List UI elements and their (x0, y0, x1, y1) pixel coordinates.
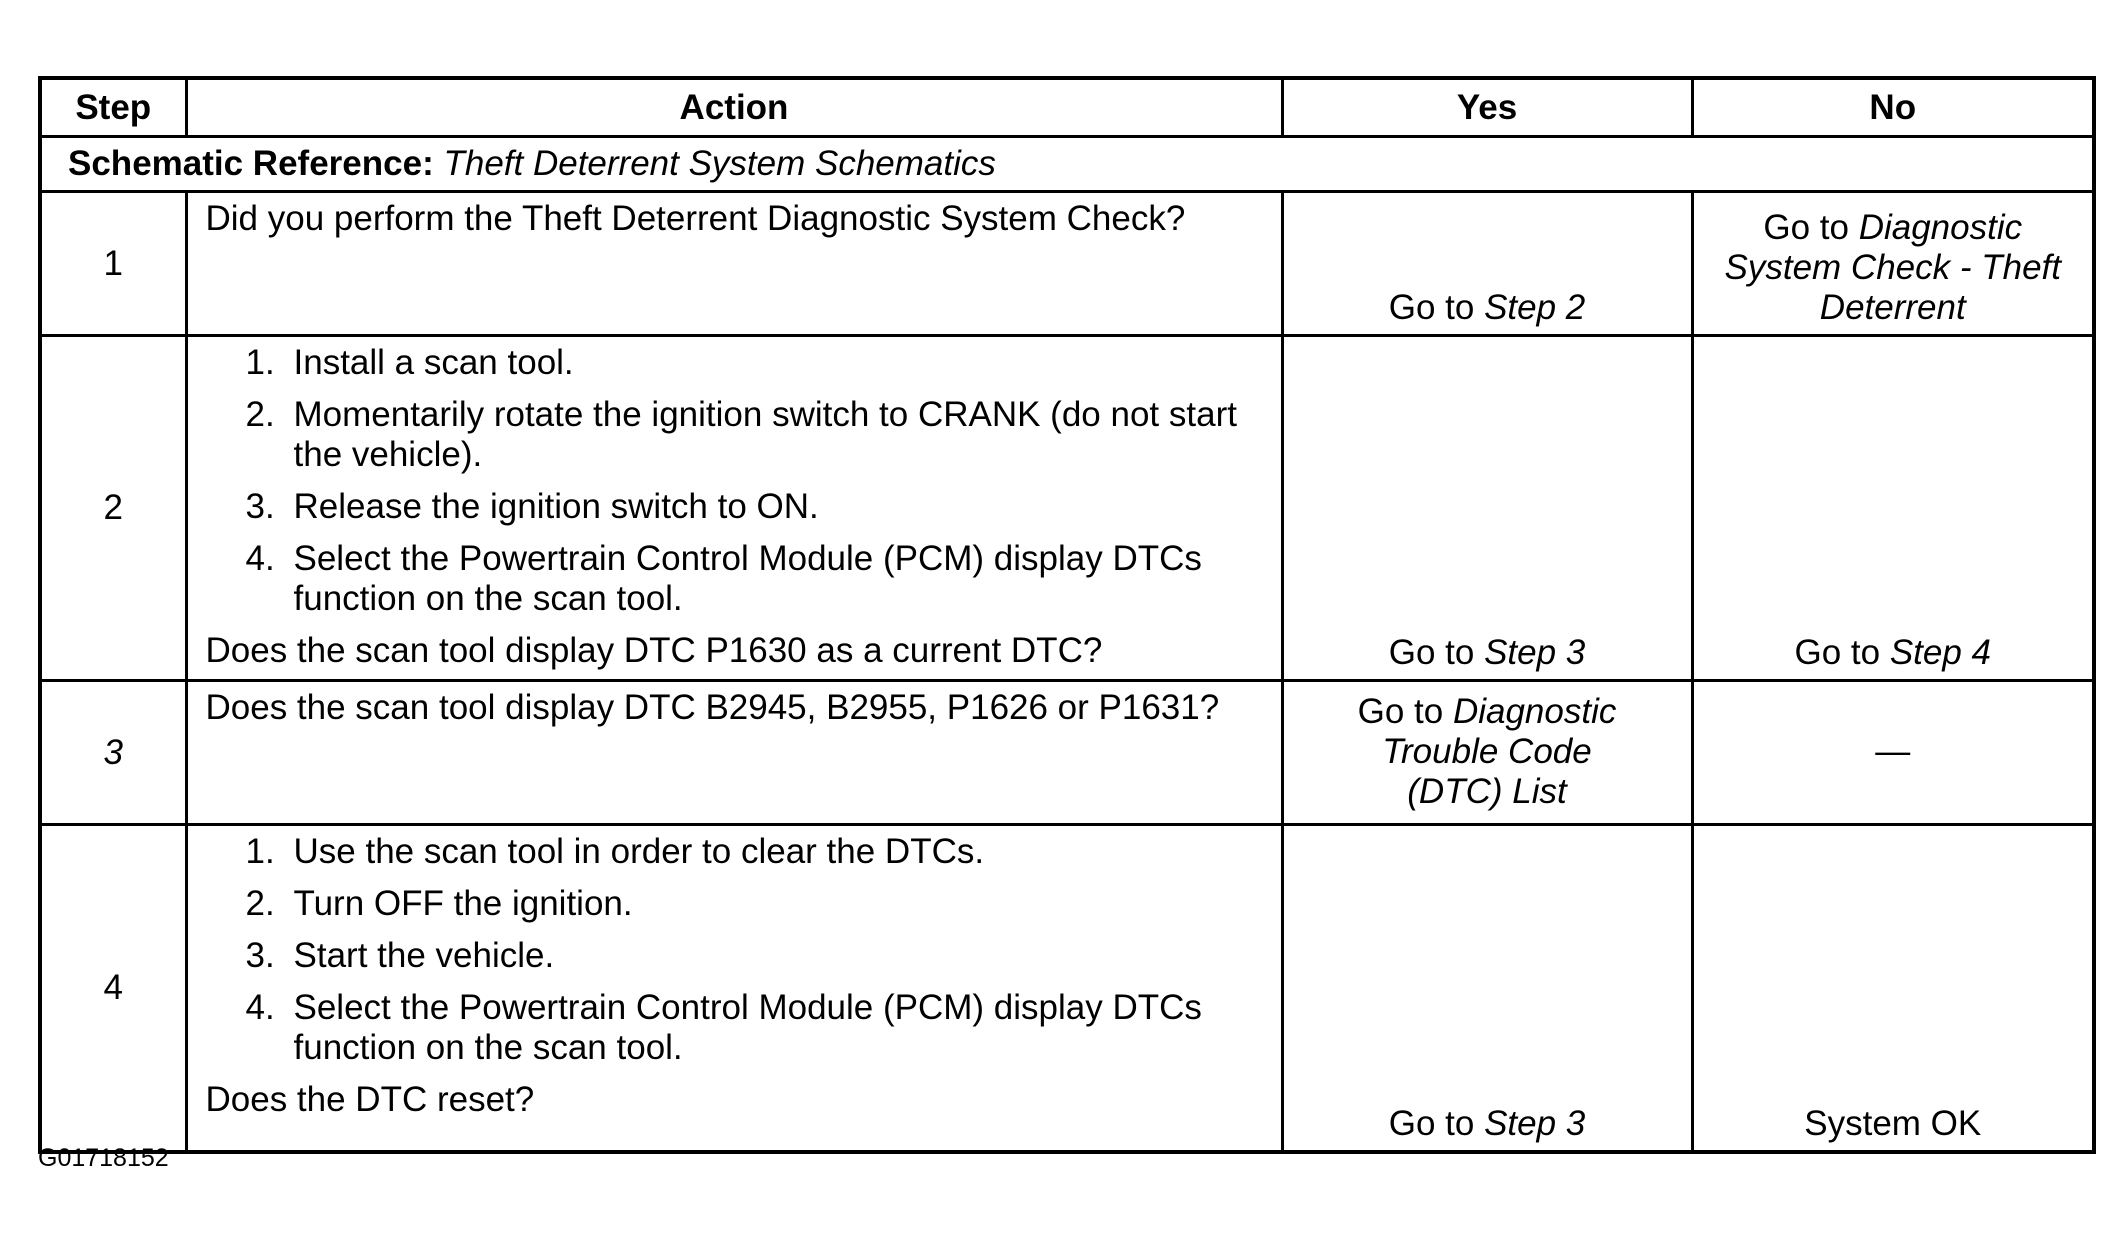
yes-prefix: Go to (1388, 288, 1475, 327)
header-row (40, 78, 2094, 137)
table-row (40, 825, 2094, 1153)
list-item (246, 343, 1261, 383)
no-cell (1692, 192, 2094, 336)
yes-prefix: Go to (1388, 633, 1475, 672)
action-question: Does the DTC reset? (205, 1080, 535, 1119)
yes-prefix: Go to (1357, 691, 1444, 731)
step-number: 2 (40, 336, 186, 681)
yes-link[interactable]: Step 3 (1484, 633, 1586, 672)
list-item-number: 3. (245, 487, 275, 526)
list-item-text: Release the ignition switch to ON. (293, 487, 819, 526)
list-item-text: Install a scan tool. (293, 343, 574, 382)
list-item-text: Use the scan tool in order to clear the DTCs. (293, 832, 985, 871)
yes-cell (1282, 681, 1692, 825)
list-item-number: 4. (245, 988, 275, 1027)
no-prefix: Go to (1763, 208, 1849, 247)
schematic-reference-row (40, 137, 2094, 192)
list-item-number: 2. (245, 884, 275, 923)
yes-cell (1282, 825, 1692, 1153)
yes-link[interactable]: Step 2 (1484, 288, 1586, 327)
yes-link[interactable]: Diagnostic Trouble Code (DTC) List (1382, 691, 1617, 811)
no-text: System OK (1804, 1104, 1982, 1143)
table-row (40, 681, 2094, 825)
list-item (246, 487, 1261, 527)
yes-cell (1282, 336, 1692, 681)
no-text: — (1875, 731, 1911, 771)
step-number: 1 (40, 192, 186, 336)
action-steps-list (206, 343, 1261, 619)
no-cell (1692, 825, 2094, 1153)
list-item-text: Turn OFF the ignition. (293, 884, 633, 923)
table-row (40, 192, 2094, 336)
action-question: Did you perform the Theft Deterrent Diagnostic System Check? (205, 199, 1186, 238)
list-item-text: Select the Powertrain Control Module (PCM) display DTCs function on the scan tool. (293, 539, 1202, 618)
schematic-reference-label: Schematic Reference: (68, 144, 434, 183)
list-item-text: Select the Powertrain Control Module (PCM) display DTCs function on the scan tool. (293, 988, 1202, 1067)
no-link[interactable]: Diagnostic System Check - Theft Deterrent (1724, 208, 2061, 327)
action-cell (186, 192, 1282, 336)
yes-prefix: Go to (1388, 1104, 1475, 1143)
header-step: Step (40, 78, 186, 137)
list-item (246, 936, 1261, 976)
action-cell (186, 336, 1282, 681)
list-item-text: Start the vehicle. (293, 936, 555, 975)
no-cell (1692, 336, 2094, 681)
figure-id: G01718152 (38, 1144, 169, 1172)
header-yes: Yes (1282, 78, 1692, 137)
no-prefix: Go to (1794, 633, 1881, 672)
list-item-number: 2. (245, 395, 275, 434)
list-item-number: 1. (245, 343, 275, 382)
action-question: Does the scan tool display DTC P1630 as a current DTC? (205, 631, 1103, 670)
table-row (40, 336, 2094, 681)
list-item (246, 832, 1261, 872)
list-item-number: 3. (245, 936, 275, 975)
header-action: Action (186, 78, 1282, 137)
action-steps-list (206, 832, 1261, 1068)
list-item (246, 988, 1261, 1068)
diagnostic-table (38, 76, 2096, 1154)
list-item (246, 539, 1261, 619)
step-number: 4 (40, 825, 186, 1153)
schematic-reference-cell (40, 137, 2094, 192)
header-no: No (1692, 78, 2094, 137)
action-cell (186, 681, 1282, 825)
no-cell (1692, 681, 2094, 825)
action-cell (186, 825, 1282, 1153)
list-item (246, 395, 1261, 475)
list-item-text: Momentarily rotate the ignition switch to CRANK (do not start the vehicle). (293, 395, 1237, 474)
yes-cell (1282, 192, 1692, 336)
list-item-number: 1. (245, 832, 275, 871)
no-link[interactable]: Step 4 (1889, 633, 1992, 672)
action-question: Does the scan tool display DTC B2945, B2955, P1626 or P1631? (205, 688, 1220, 727)
yes-link[interactable]: Step 3 (1484, 1104, 1586, 1143)
schematic-reference-link[interactable]: Theft Deterrent System Schematics (443, 144, 996, 183)
list-item-number: 4. (245, 539, 275, 578)
list-item (246, 884, 1261, 924)
step-number: 3 (40, 681, 186, 825)
